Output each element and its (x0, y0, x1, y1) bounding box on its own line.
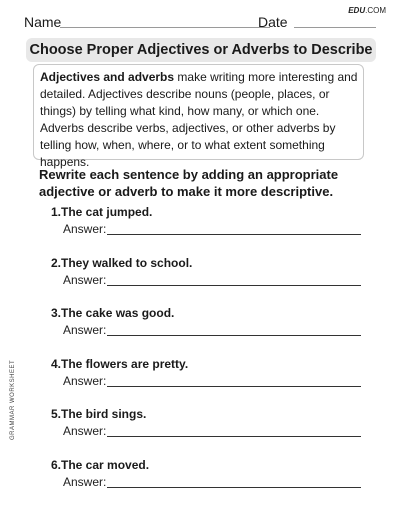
answer-line[interactable] (107, 234, 361, 235)
answer-line[interactable] (107, 487, 361, 488)
answer-label: Answer: (63, 222, 107, 236)
question-text: 1.The cat jumped. (51, 205, 153, 219)
question-text: 5.The bird sings. (51, 407, 147, 421)
brand-logo (348, 6, 386, 15)
answer-label: Answer: (63, 475, 107, 489)
question-item (51, 306, 361, 337)
answer-label: Answer: (63, 424, 107, 438)
answer-label: Answer: (63, 323, 107, 337)
question-text: 3.The cake was good. (51, 306, 175, 320)
worksheet-title: Choose Proper Adjectives or Adverbs to Describe (26, 38, 376, 62)
side-label: GRAMMAR WORKSHEET (10, 359, 16, 440)
date-label: Date (258, 14, 288, 30)
brand-suffix: .COM (365, 6, 386, 15)
intro-lead: Adjectives and adverbs (40, 70, 175, 84)
instructions: Rewrite each sentence by adding an appropriate adjective or adverb to make it more descriptive. (39, 167, 339, 199)
question-text: 6.The car moved. (51, 458, 150, 472)
answer-row (63, 424, 361, 442)
question-item (51, 205, 361, 236)
brand-name: EDU (348, 6, 366, 15)
answer-label: Answer: (63, 273, 107, 287)
question-item (51, 458, 361, 489)
answer-line[interactable] (107, 335, 361, 336)
answer-row (63, 374, 361, 392)
question-item (51, 256, 361, 287)
answer-line[interactable] (107, 436, 361, 437)
answer-line[interactable] (107, 386, 361, 387)
header-row (24, 14, 376, 34)
answer-line[interactable] (107, 285, 361, 286)
answer-row (63, 222, 361, 240)
question-item (51, 407, 361, 438)
answer-row (63, 475, 361, 493)
intro-text: make writing more interesting and detailed. Adjectives describe nouns (people, places, or things) by telling what kind, how many, or which one. Adverbs describe verbs, adjectives, or other adverbs by telling how, when, where, or to what extent something happens. (40, 70, 358, 169)
question-text: 4.The flowers are pretty. (51, 357, 189, 371)
name-label: Name (24, 14, 62, 30)
answer-label: Answer: (63, 374, 107, 388)
name-field-line[interactable] (60, 27, 270, 28)
question-text: 2.They walked to school. (51, 256, 193, 270)
answer-row (63, 323, 361, 341)
answer-row (63, 273, 361, 291)
question-item (51, 357, 361, 388)
date-field-line[interactable] (294, 27, 376, 28)
intro-box (33, 64, 364, 169)
